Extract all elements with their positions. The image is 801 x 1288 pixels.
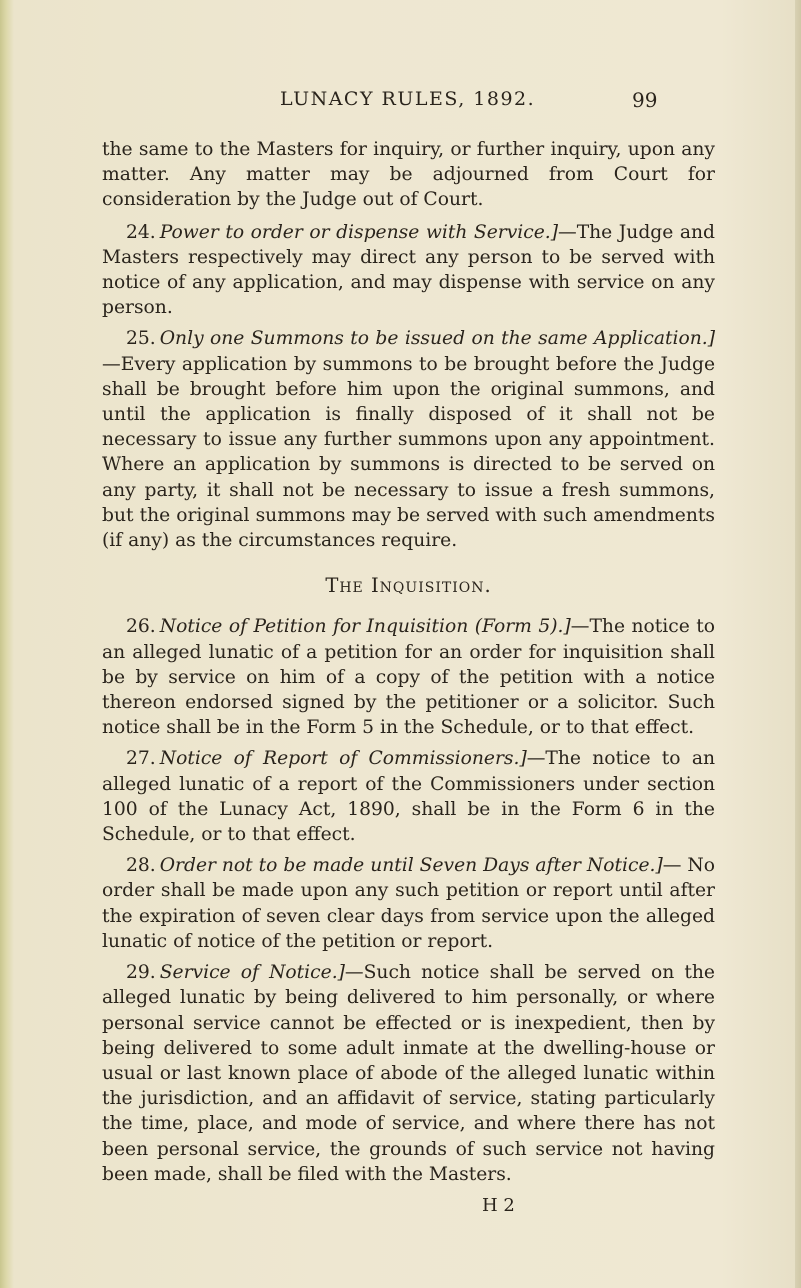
rule-28 xyxy=(102,853,715,954)
page-number: 99 xyxy=(632,88,658,112)
rule-27 xyxy=(102,746,715,847)
rule-title: Notice of Report of Commissioners.] xyxy=(159,748,527,770)
rule-title: Service of Notice.] xyxy=(159,962,345,984)
continuation-paragraph: the same to the Masters for inquiry, or further inquiry, upon any matter. Any matter may be adjourned from Court for consideration by the Judge out of Court. xyxy=(102,139,715,211)
rule-number: 24. xyxy=(126,221,156,243)
rule-title: Order not to be made until Seven Days after Notice.] xyxy=(159,855,663,877)
rule-text: —The notice to an alleged lunatic of a petition for an order for inquisition shall be by service on him of a copy of the petition with a notice thereon endorsed signed by the petitioner or a solicitor. Such notice shall be in the Form 5 in the Schedule, or to that effect. xyxy=(102,616,716,739)
rule-title: Power to order or dispense with Service.] xyxy=(159,221,558,243)
rule-text: —Every application by summons to be brought before the Judge shall be brought before him upon the original summons, and until the application is finally disposed of it shall not be necessary to issue any further summons upon any appointment. Where an application by summons is directed to be served on any party, it shall not be necessary to issue a fresh summons, but the original summons may be served with such amendments (if any) as the circumstances require. xyxy=(102,353,715,552)
rule-number: 27. xyxy=(126,748,156,770)
signature-mark: H 2 xyxy=(482,1194,515,1216)
rule-24 xyxy=(102,220,715,321)
rule-number: 28. xyxy=(126,855,156,877)
section-heading: The Inquisition. xyxy=(325,574,492,598)
rule-number: 26. xyxy=(126,616,156,638)
rule-title: Only one Summons to be issued on the same Application.] xyxy=(159,328,715,350)
running-head xyxy=(0,88,801,116)
rule-text: — No order shall be made upon any such petition or report until after the expiration of seven clear days from service upon the alleged lunatic of notice of the petition or report. xyxy=(102,855,715,952)
rule-text: —The Judge and Masters respectively may direct any person to be served with notice of any application, and may dispense with service on any person. xyxy=(102,221,715,319)
page-edge xyxy=(795,0,801,1288)
rule-number: 25. xyxy=(126,328,156,350)
rule-29 xyxy=(102,960,715,1187)
rule-26 xyxy=(102,614,715,740)
rule-number: 29. xyxy=(126,962,156,984)
rule-title: Notice of Petition for Inquisition (Form 5).] xyxy=(159,616,571,638)
rule-text: —Such notice shall be served on the alleged lunatic by being delivered to him personally, or where personal service cannot be effected or is inexpedient, then by being delivered to some adult inmate at the dwelling-house or usual or last known place of abode of the alleged lunatic within the jurisdiction, and an affidavit of service, stating particularly the time, place, and mode of service, and where there has not been personal service, the grounds of such service not having been made, shall be filed with the Masters. xyxy=(102,962,715,1185)
page-body xyxy=(102,137,715,1218)
rule-text: —The notice to an alleged lunatic of a report of the Commissioners under section 100 of the Lunacy Act, 1890, shall be in the Form 6 in the Schedule, or to that effect. xyxy=(102,748,715,846)
running-title: LUNACY RULES, 1892. xyxy=(280,88,536,110)
rule-25 xyxy=(102,326,715,553)
